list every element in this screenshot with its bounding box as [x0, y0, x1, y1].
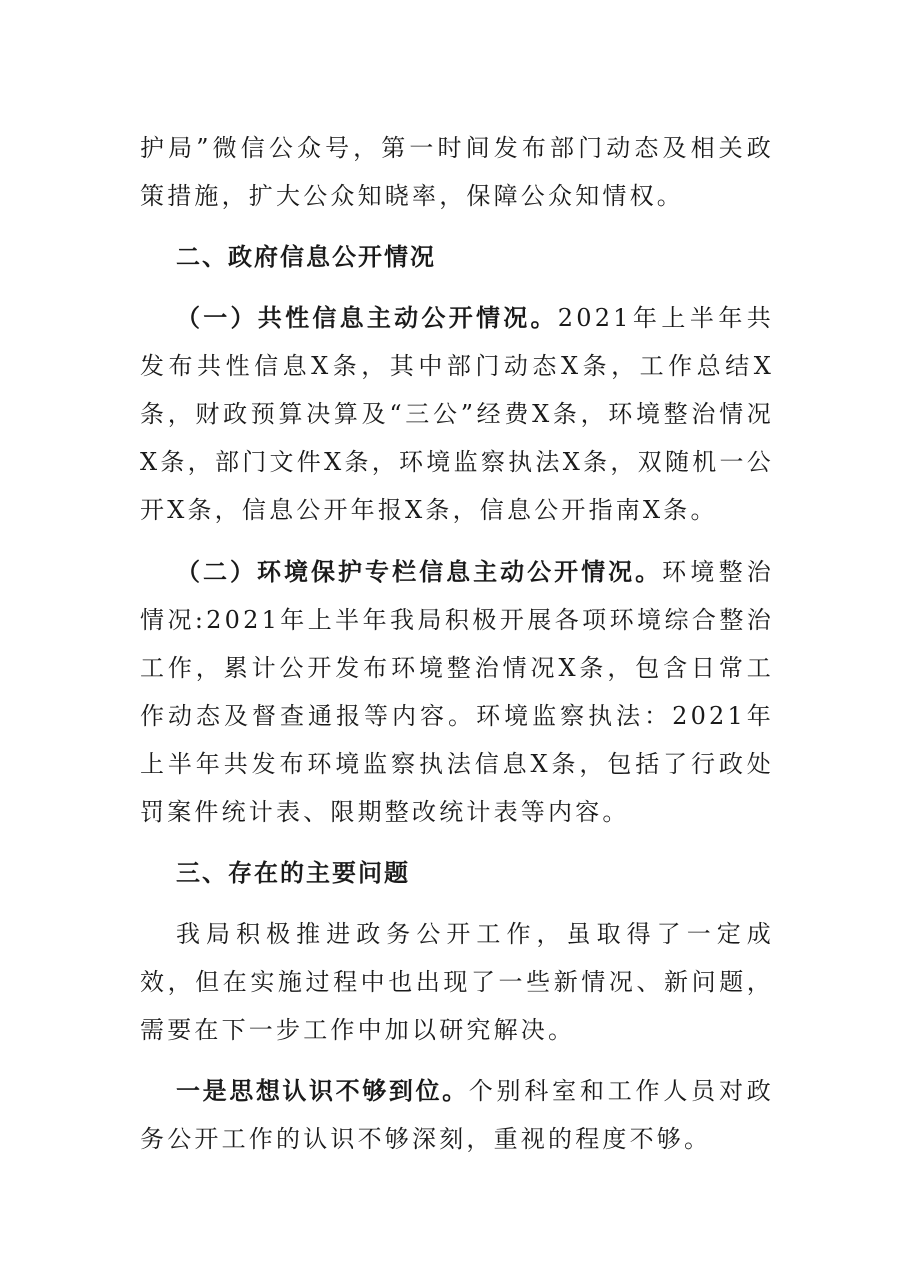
paragraph-lead: （二）环境保护专栏信息主动公开情况。: [176, 558, 663, 586]
paragraph-lead: 一是思想认识不够到位。: [176, 1077, 469, 1105]
paragraph-text: 环境整治情况:2021年上半年我局积极开展各项环境综合整治工作，累计公开发布环境整治情况X条，包含日常工作动态及督查通报等内容。环境监察执法：2021年上半年共发布环境监察执法信息X条，包括了行政处罚案件统计表、限期整改统计表等内容。: [140, 558, 774, 826]
document-body: [140, 124, 774, 1163]
paragraph-point-one: [140, 1067, 774, 1163]
section-heading-disclosure: 二、政府信息公开情况: [176, 243, 436, 271]
paragraph-environment-column: [140, 548, 774, 836]
paragraph-continuation: 护局”微信公众号，第一时间发布部门动态及相关政策措施，扩大公众知晓率，保障公众知情权。: [140, 134, 774, 210]
section-heading-problems: 三、存在的主要问题: [176, 859, 410, 887]
paragraph-lead: （一）共性信息主动公开情况。: [176, 304, 558, 332]
paragraph-text: 2021年上半年共发布共性信息X条，其中部门动态X条，工作总结X条，财政预算决算及“三公”经费X条，环境整治情况X条，部门文件X条，环境监察执法X条，双随机一公开X条，信息公开年报X条，信息公开指南X条。: [140, 304, 774, 524]
paragraph-problems-intro: 我局积极推进政务公开工作，虽取得了一定成效，但在实施过程中也出现了一些新情况、新问题，需要在下一步工作中加以研究解决。: [140, 920, 774, 1044]
paragraph-text: 个别科室和工作人员对政务公开工作的认识不够深刻，重视的程度不够。: [140, 1077, 774, 1153]
paragraph-common-info: [140, 294, 774, 534]
